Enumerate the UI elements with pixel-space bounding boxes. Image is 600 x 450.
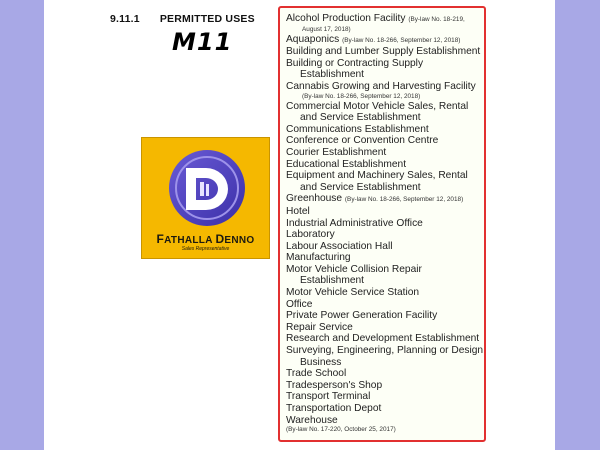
list-item [286,34,484,47]
list-item [286,193,484,206]
bylaw-note: (By-law No. 18-219, [408,16,465,23]
bylaw-note: (By-law No. 18-266, September 12, 2018) [342,36,461,44]
use-name: Trade School [286,368,347,380]
list-item [286,218,484,230]
list-item [286,170,484,193]
use-name: Laboratory [286,229,335,241]
logo-name-last: ENNO [224,235,255,246]
list-item [286,135,484,147]
realtor-logo [141,137,270,259]
list-item [286,310,484,322]
use-name: Greenhouse [286,193,343,205]
list-item [286,46,484,58]
bylaw-note: (By-law No. 18-266, September 12, 2018) [344,196,464,204]
use-name: Equipment and Machinery Sales, Rental [286,170,468,182]
use-name-continued: Establishment [300,69,364,81]
section-heading [110,13,255,25]
use-name-continued: Business [300,356,342,368]
use-name-continued: and Service Establishment [300,181,421,193]
bylaw-note: (By-law No. 17-220, October 25, 2017) [286,426,396,434]
list-item [286,101,484,124]
use-name: Conference or Convention Centre [286,135,439,147]
use-name: Repair Service [286,321,353,333]
list-item [286,13,484,34]
logo-name-first: ATHALLA [164,235,213,246]
permitted-uses-list [278,6,486,442]
use-name: Motor Vehicle Service Station [286,287,420,299]
list-item [286,124,484,136]
use-name: Transportation Depot [286,403,382,414]
bylaw-note: (By-law No. 18-266, September 12, 2018) [302,92,421,100]
list-item [286,368,484,380]
section-number: 9.11.1 [110,13,140,25]
use-name: Motor Vehicle Collision Repair [286,263,422,275]
use-name: Industrial Administrative Office [286,217,423,229]
use-name: Private Power Generation Facility [286,310,438,322]
list-item [286,229,484,241]
use-name: Labour Association Hall [286,240,393,252]
logo-name [142,232,269,246]
use-name-continued: and Service Establishment [300,112,421,124]
list-item [286,322,484,334]
use-name: Research and Development Establishment [286,333,480,345]
use-name-continued: Establishment [300,275,364,287]
use-name: Educational Establishment [286,158,407,170]
use-name: Warehouse [286,414,338,426]
list-item [286,299,484,311]
logo-subtitle: Sales Representative [181,246,230,252]
use-name: Hotel [286,205,310,217]
list-item [286,287,484,299]
list-item [286,345,484,368]
list-item [286,264,484,287]
use-name: Commercial Motor Vehicle Sales, Rental [286,100,469,112]
use-name: Tradesperson's Shop [286,379,383,391]
logo-emblem-icon [142,138,271,232]
list-item [286,252,484,264]
use-name: Aquaponics [286,33,340,45]
list-item [286,403,484,415]
logo-name-initial-first: F [156,232,165,246]
list-item [286,391,484,403]
use-name: Manufacturing [286,252,351,264]
zone-code: M11 [172,28,233,56]
logo-name-initial-last: D [215,232,225,246]
list-item [286,147,484,159]
list-item [286,333,484,345]
use-name: Transport Terminal [286,391,371,403]
bylaw-note: August 17, 2018) [302,25,351,33]
use-name: Building or Contracting Supply [286,57,424,69]
list-item [286,159,484,171]
section-title: PERMITTED USES [159,13,255,25]
use-name: Courier Establishment [286,146,387,158]
list-item [286,415,484,435]
use-name: Alcohol Production Facility [286,13,406,24]
use-name: Office [286,298,313,310]
list-item [286,241,484,253]
list-item [286,58,484,81]
use-name: Cannabis Growing and Harvesting Facility [286,80,476,92]
list-item [286,81,484,101]
list-item [286,206,484,218]
use-name: Building and Lumber Supply Establishment [286,46,481,58]
use-name: Surveying, Engineering, Planning or Design [286,345,484,357]
list-item [286,380,484,392]
use-name: Communications Establishment [286,123,429,135]
